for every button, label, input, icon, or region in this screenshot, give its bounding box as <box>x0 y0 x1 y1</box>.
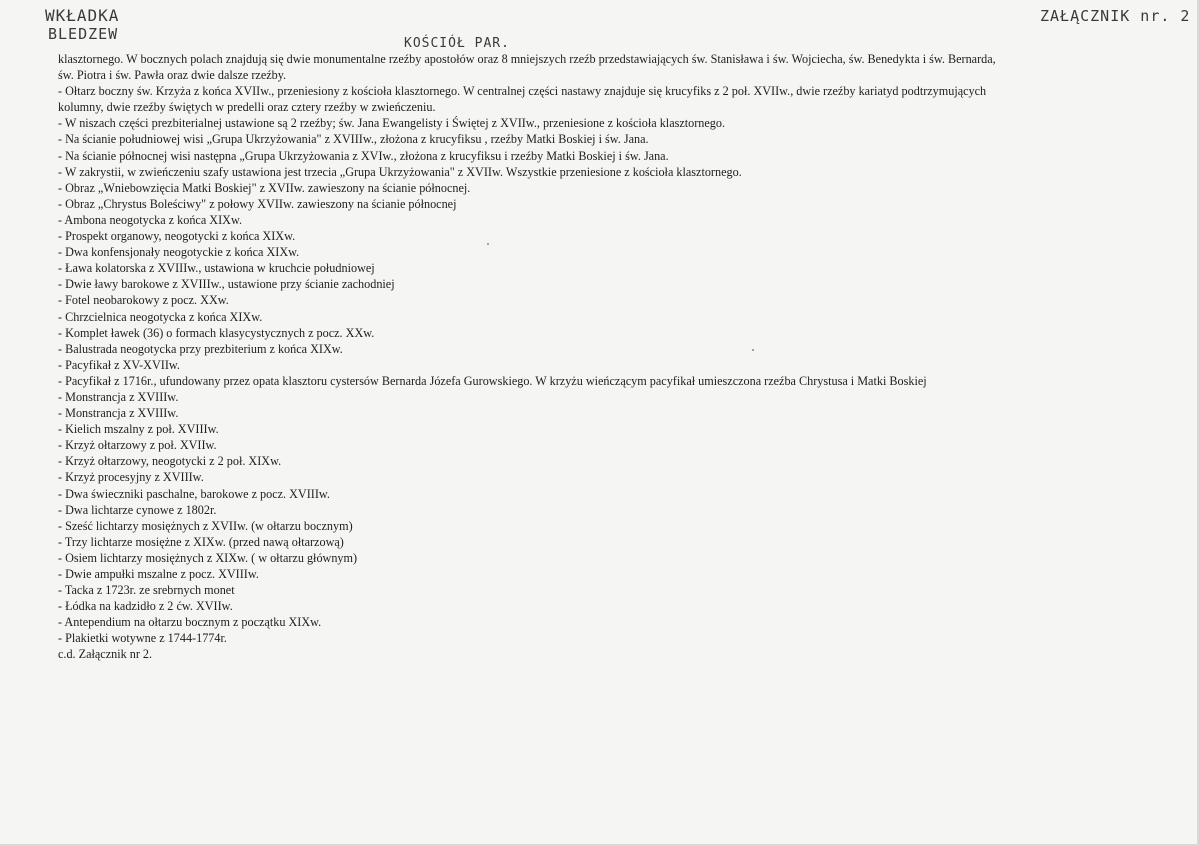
text-line: - Pacyfikał z 1716r., ufundowany przez opata klasztoru cystersów Bernarda Józefa Gurowskiego. W krzyżu wieńczącym pacyfikał umieszczona rzeźba Chrystusa i Matki Boskiej <box>58 373 927 388</box>
text-line: - Krzyż procesyjny z XVIIIw. <box>58 470 204 485</box>
text-line: - Ołtarz boczny św. Krzyża z końca XVIIw., przeniesiony z kościoła klasztornego. W centralnej części nastawy znajduje się krucyfiks z 2 poł. XVIIw., dwie rzeźby kariatyd podtrzymujących <box>58 84 987 99</box>
text-line: - Chrzcielnica neogotycka z końca XIXw. <box>58 309 263 324</box>
text-line: - Antependium na ołtarzu bocznym z początku XIXw. <box>58 615 322 630</box>
text-line: - Ambona neogotycka z końca XIXw. <box>58 212 242 227</box>
text-line: - Dwa konfensjonały neogotyckie z końca XIXw. <box>58 245 300 260</box>
text-line: - Obraz „Wniebowzięcia Matki Boskiej" z XVIIw. zawieszony na ścianie północnej. <box>58 180 471 195</box>
text-line: - Balustrada neogotycka przy prezbiterium z końca XIXw. <box>58 341 343 356</box>
text-line: - Łódka na kadzidło z 2 ćw. XVIIw. <box>58 599 233 614</box>
text-line: - Monstrancja z XVIIIw. <box>58 406 179 421</box>
text-line: - Dwie ławy barokowe z XVIIIw., ustawione przy ścianie zachodniej <box>58 277 395 292</box>
handwritten-header-line1: WKŁADKA <box>45 6 120 25</box>
handwritten-attachment-label: ZAŁĄCZNIK nr. 2 <box>1040 7 1191 25</box>
text-line: - Trzy lichtarze mosiężne z XIXw. (przed nawą ołtarzową) <box>58 534 344 549</box>
text-line: - W zakrystii, w zwieńczeniu szafy ustawiona jest trzecia „Grupa Ukrzyżowania" z XVIIw. Wszystkie przeniesione z kościoła klasztornego. <box>58 164 742 179</box>
text-line: - Monstrancja z XVIIIw. <box>58 389 179 404</box>
text-line: - Krzyż ołtarzowy z poł. XVIIw. <box>58 438 217 453</box>
text-line: - Kielich mszalny z poł. XVIIIw. <box>58 422 219 437</box>
text-line: - Plakietki wotywne z 1744-1774r. <box>58 631 227 646</box>
text-line: św. Piotra i św. Pawła oraz dwie dalsze rzeźby. <box>58 68 287 83</box>
text-line: - Na ścianie południowej wisi „Grupa Ukrzyżowania" z XVIIIw., złożona z krucyfiksu , rzeźby Matki Boskiej i św. Jana. <box>58 132 649 147</box>
document-body <box>58 51 1148 663</box>
text-line: - Ława kolatorska z XVIIIw., ustawiona w kruchcie południowej <box>58 261 375 276</box>
scan-speck <box>487 243 489 245</box>
text-line: - Pacyfikał z XV-XVIIw. <box>58 357 180 372</box>
text-line: - Osiem lichtarzy mosiężnych z XIXw. ( w ołtarzu głównym) <box>58 550 358 565</box>
text-line: - Prospekt organowy, neogotycki z końca XIXw. <box>58 229 296 244</box>
text-line: c.d. Załącznik nr 2. <box>58 647 153 662</box>
text-line: - Tacka z 1723r. ze srebrnych monet <box>58 583 235 598</box>
text-line: - Na ścianie północnej wisi następna „Grupa Ukrzyżowania z XVIw., złożona z krucyfiksu i rzeźby Matki Boskiej i św. Jana. <box>58 148 669 163</box>
text-line: - Dwa świeczniki paschalne, barokowe z pocz. XVIIIw. <box>58 486 330 501</box>
text-line: - Dwa lichtarze cynowe z 1802r. <box>58 502 217 517</box>
text-line: klasztornego. W bocznych polach znajdują się dwie monumentalne rzeźby apostołów oraz 8 mniejszych rzeźb przedstawiających św. Stanisława i św. Wojciecha, św. Benedykta i św. Bernarda, <box>58 52 996 66</box>
text-line: - Dwie ampułki mszalne z pocz. XVIIIw. <box>58 567 259 581</box>
text-line: - Sześć lichtarzy mosiężnych z XVIIw. (w ołtarzu bocznym) <box>58 518 353 533</box>
text-line: - Obraz „Chrystus Boleściwy" z połowy XVIIw. zawieszony na ścianie północnej <box>58 196 457 211</box>
text-line: kolumny, dwie rzeźby świętych w predelli oraz cztery rzeźby w zwieńczeniu. <box>58 100 436 115</box>
text-line: - Komplet ławek (36) o formach klasycystycznych z pocz. XXw. <box>58 325 375 340</box>
handwritten-header-line2: BLEDZEW <box>48 25 119 43</box>
text-line: - W niszach części prezbiterialnej ustawione są 2 rzeźby; św. Jana Ewangelisty i Świętej z XVIIw., przeniesione z kościoła klasztornego. <box>58 116 726 131</box>
text-line: - Krzyż ołtarzowy, neogotycki z 2 poł. XIXw. <box>58 454 282 469</box>
scan-speck <box>752 349 754 351</box>
text-line: - Fotel neobarokowy z pocz. XXw. <box>58 293 229 308</box>
handwritten-center-note: KOŚCIÓŁ PAR. <box>404 36 510 51</box>
